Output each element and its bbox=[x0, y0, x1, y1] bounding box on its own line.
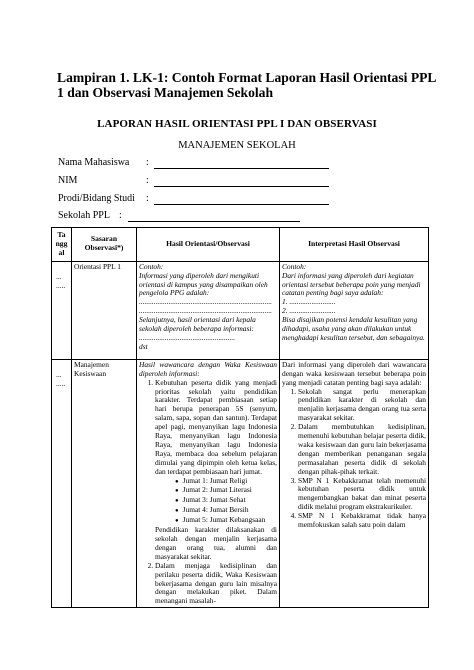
header-interpretasi: Interpretasi Hasil Observasi bbox=[280, 228, 429, 262]
hasil-point-1b-text: Pendidikan karakter dilaksanakan di sekolah dengan menjalin kerjasama dengan orang tua, alumni dan masyarakat sekitar. bbox=[155, 525, 277, 561]
fill-line[interactable] bbox=[154, 204, 329, 205]
row-interpretasi bbox=[280, 261, 429, 359]
fill-line[interactable] bbox=[128, 221, 300, 222]
row-hasil bbox=[137, 359, 280, 607]
table-row bbox=[52, 359, 429, 607]
interp-point-1: 1. ......................... bbox=[282, 297, 336, 307]
hasil-intro: Hasil wawancara dengan Waka Kesiswaan diperoleh informasi: bbox=[139, 359, 277, 378]
date-placeholder: ... ..... bbox=[56, 369, 66, 388]
list-item: ● Jumat 4: Jumat Bersih bbox=[185, 506, 277, 516]
list-item: ● Jumat 5: Jumat Kebangsaan bbox=[185, 516, 277, 526]
observation-table bbox=[51, 227, 429, 608]
hasil-point-1 bbox=[155, 379, 277, 562]
list-item: ● Jumat 3: Jumat Sehat bbox=[185, 496, 277, 506]
table-row bbox=[52, 261, 429, 359]
interp-point-4: 4. SMP N 1 Kebakkramat tidak hanya memfokuskan salah satu poin dalam bbox=[298, 512, 426, 530]
example-label: Contoh: bbox=[282, 261, 307, 271]
field-nama-mahasiswa bbox=[58, 157, 418, 171]
list-item: ● Jumat 2: Jumat Literasi bbox=[185, 486, 277, 496]
dots-line: ........................................................................ bbox=[139, 307, 273, 316]
field-nim bbox=[58, 175, 418, 189]
dots-line: ........................................................................ bbox=[139, 298, 273, 307]
hasil-text-2: Selanjutnya, hasil orientasi dari kepala sekolah diperoleh beberapa informasi: bbox=[139, 315, 256, 334]
hasil-end: dst bbox=[139, 341, 148, 351]
hasil-point-1-text: Kebutuhan peserta didik yang menjadi prioritas sekolah yaitu pendidikan karakter. Terdapat pembiasaan setiap hari berupa penerapan 5S (senyum, salam, sapa, sopan dan santun). Terdapat apel pagi, menyanyikan lagu Indonesia Raya, menyanyikan lagu Indonesia Raya, menyanyikan lagu Indonesia Raya, membaca doa sebelum pelajaran dimulai yang dipimpin oleh ketua kelas, dan terdapat pembiasaan hari jumat. bbox=[155, 377, 277, 476]
table-header-row bbox=[52, 228, 429, 262]
date-placeholder: ... ..... bbox=[56, 271, 66, 290]
hasil-text: Informasi yang diperoleh dari mengikuti orientasi di kampus yang disampaikan oleh pengelola PPG adalah: bbox=[139, 270, 268, 298]
interp-text: Dari informasi yang diperoleh dari kegiatan orientasi tersebut beberapa poin yang menjadi catatan penting bagi saya adalah: bbox=[282, 270, 421, 298]
field-label: Sekolah PPL bbox=[58, 210, 110, 221]
list-item: ● Jumat 1: Jumat Religi bbox=[185, 477, 277, 487]
page-heading: Lampiran 1. LK-1: Contoh Format Laporan Hasil Orientasi PPL 1 dan Observasi Manajemen Sekolah bbox=[57, 70, 436, 100]
document-title: LAPORAN HASIL ORIENTASI PPL I DAN OBSERVASI bbox=[97, 118, 377, 130]
dots-line: .................................................... bbox=[139, 333, 236, 342]
field-colon: : bbox=[146, 193, 149, 204]
field-label: Prodi/Bidang Studi bbox=[58, 193, 135, 204]
row-interpretasi bbox=[280, 359, 429, 607]
field-colon: : bbox=[146, 175, 149, 186]
row-sasaran: Manajemen Kesiswaan bbox=[72, 359, 137, 607]
field-colon: : bbox=[119, 210, 122, 221]
interp-point-3: 3. SMP N 1 Kebakkramat telah memenuhi kebutuhan peserta didik untuk mengembangkan bakat dan minat peserta didik melalui program ekstrakurikuler. bbox=[298, 477, 426, 513]
fill-line[interactable] bbox=[154, 168, 329, 169]
field-label: NIM bbox=[58, 175, 78, 186]
header-hasil: Hasil Orientasi/Observasi bbox=[137, 228, 280, 262]
interp-point-2: 2. Dalam membutuhkan kedisiplinan, memenuhi kebutuhan belajar peserta didik, waka kesiswaan dan guru lain bekerjasama dengan memberikan penanganan segala permasalahan peserta didik di sekolah dengan pihak-pihak terkait. bbox=[298, 423, 426, 476]
document-subtitle: MANAJEMEN SEKOLAH bbox=[178, 140, 296, 151]
jumat-list bbox=[155, 477, 277, 527]
fill-line[interactable] bbox=[154, 186, 329, 187]
header-sasaran: Sasaran Observasi*) bbox=[72, 228, 137, 262]
interp-intro: Dari informasi yang diperoleh dari wawancara dengan waka kesiswaan tersebut beberapa poin yang menjadi catatan penting bagi saya adalah: bbox=[282, 359, 426, 387]
interp-point-1: 1. Sekolah sangat perlu menerapkan pendidikan karakter di sekolah dan menjalin kerjasama dengan orang tua serta masyarakat sekitar. bbox=[298, 388, 426, 424]
field-colon: : bbox=[146, 157, 149, 168]
header-tanggal: Ta ngg al bbox=[52, 228, 72, 262]
row-sasaran: Orientasi PPL 1 bbox=[72, 261, 137, 359]
row-date bbox=[52, 359, 72, 607]
hasil-point-2: 2. Dalam menjaga kedisiplinan dan perilaku peserta didik, Waka Kesiswaan bekerjasama dengan guru lain misalnya dengan melakukan piket. Dalam menangani masalah- bbox=[155, 562, 277, 607]
field-prodi bbox=[58, 193, 418, 207]
field-sekolah bbox=[58, 210, 418, 224]
field-label: Nama Mahasiswa bbox=[58, 157, 130, 168]
row-hasil bbox=[137, 261, 280, 359]
row-date bbox=[52, 261, 72, 359]
interp-point-2: 2. ......................... bbox=[282, 306, 336, 316]
example-label: Contoh: bbox=[139, 261, 164, 271]
interp-text-2: Bisa disajikan potensi kendala kesulitan yang dihadapi, usaha yang akan dilakukan untuk menghadapi kesulitan tersebut, dan sebagainya. bbox=[282, 315, 425, 342]
